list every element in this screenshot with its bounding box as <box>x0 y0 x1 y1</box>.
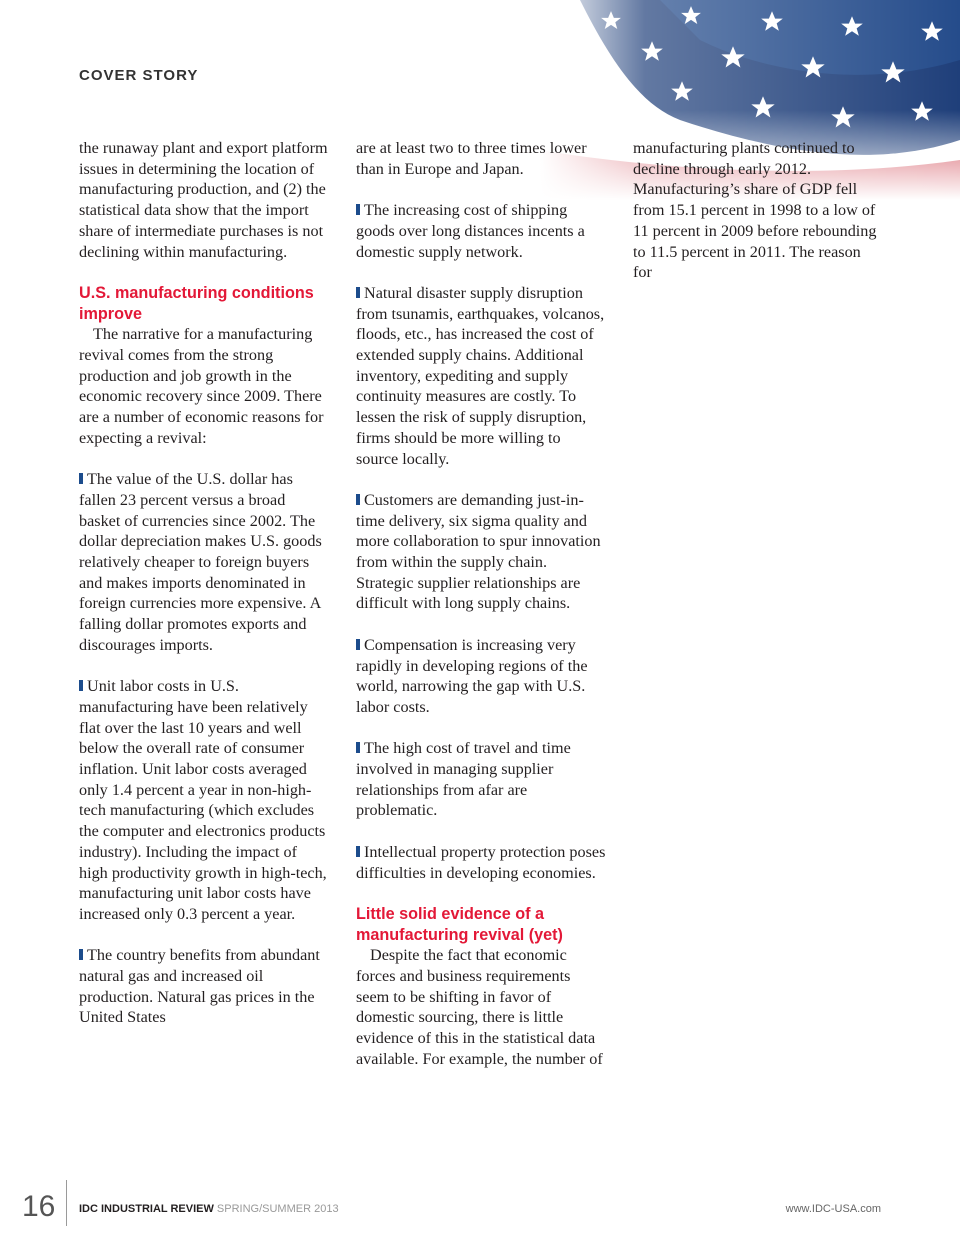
bullet-marker-icon <box>356 846 360 857</box>
bullet-marker-icon <box>356 287 360 298</box>
page-number: 16 <box>22 1190 56 1223</box>
bullet-marker-icon <box>356 494 360 505</box>
bullet-marker-icon <box>79 473 83 484</box>
paragraph: The narrative for a manufacturing revival comes from the strong production and job growth in the economic recovery since 2009. There are a number of economic reasons for expecting a revival: <box>79 325 324 447</box>
bullet-marker-icon <box>356 639 360 650</box>
publication-name: IDC INDUSTRIAL REVIEW <box>79 1203 214 1215</box>
bullet-item: The high cost of travel and time involved in managing supplier relationships from afar are problematic. <box>356 739 571 820</box>
bullet-item: The country benefits from abundant natural gas and increased oil production. Natural gas prices in the United States <box>79 946 320 1027</box>
issue-label: SPRING/SUMMER 2013 <box>216 1203 339 1215</box>
bullet-item: The value of the U.S. dollar has fallen 23 percent versus a broad basket of currencies since 2002. The dollar depreciation makes U.S. goods relatively cheaper to foreign buyers and makes imports denominated in foreign currencies more expensive. A falling dollar promotes exports and discourages imports. <box>79 470 322 654</box>
bullet-item: Intellectual property protection poses difficulties in developing economies. <box>356 842 606 882</box>
column-1 <box>79 138 329 1049</box>
bullet-marker-icon <box>79 680 83 691</box>
column-3 <box>633 138 883 304</box>
section-label: COVER STORY <box>79 67 199 84</box>
publication-credit <box>79 1203 339 1215</box>
bullet-marker-icon <box>79 949 83 960</box>
paragraph: manufacturing plants continued to decline through early 2012. Manufacturing’s share of GDP fell from 15.1 percent in 1998 to a low of 11 percent in 2009 before rebounding to 11.5 percent in 2011. The reason for <box>633 139 877 282</box>
bullet-marker-icon <box>356 204 360 215</box>
subheading: U.S. manufacturing conditions improve <box>79 283 314 323</box>
subheading: Little solid evidence of a manufacturing revival (yet) <box>356 904 563 944</box>
bullet-marker-icon <box>356 742 360 753</box>
bullet-item: Unit labor costs in U.S. manufacturing have been relatively flat over the last 10 years and well below the overall rate of consumer inflation. Unit labor costs averaged only 1.4 percent a year in non-high-tech manufacturing (which excludes the computer and electronics products industry). Including the impact of high productivity growth in high-tech, manufacturing unit labor costs have increased only 0.3 percent a year. <box>79 677 327 923</box>
column-2 <box>356 138 606 1090</box>
bullet-item: Customers are demanding just-in-time delivery, six sigma quality and more collaboration to spur innovation from within the supply chain. Strategic supplier relationships are difficult with long supply chains. <box>356 490 601 613</box>
website-url: www.IDC-USA.com <box>785 1203 881 1215</box>
bullet-item: Natural disaster supply disruption from tsunamis, earthquakes, volcanos, floods, etc., has increased the cost of extended supply chains. Additional inventory, expediting and supply continuity measures are costly. To lessen the risk of supply disruption, firms should be more willing to source locally. <box>356 283 605 468</box>
paragraph: are at least two to three times lower than in Europe and Japan. <box>356 139 587 178</box>
footer-divider <box>66 1180 67 1226</box>
paragraph: the runaway plant and export platform issues in determining the location of manufacturing production, and (2) the statistical data show that the import share of intermediate purchases is not declining within manufacturing. <box>79 139 328 261</box>
bullet-item: Compensation is increasing very rapidly in developing regions of the world, narrowing the gap with U.S. labor costs. <box>356 635 588 716</box>
bullet-item: The increasing cost of shipping goods over long distances incents a domestic supply network. <box>356 201 585 261</box>
paragraph: Despite the fact that economic forces and business requirements seem to be shifting in favor of domestic sourcing, there is little evidence of this in the statistical data available. For example, the number of <box>356 946 603 1068</box>
